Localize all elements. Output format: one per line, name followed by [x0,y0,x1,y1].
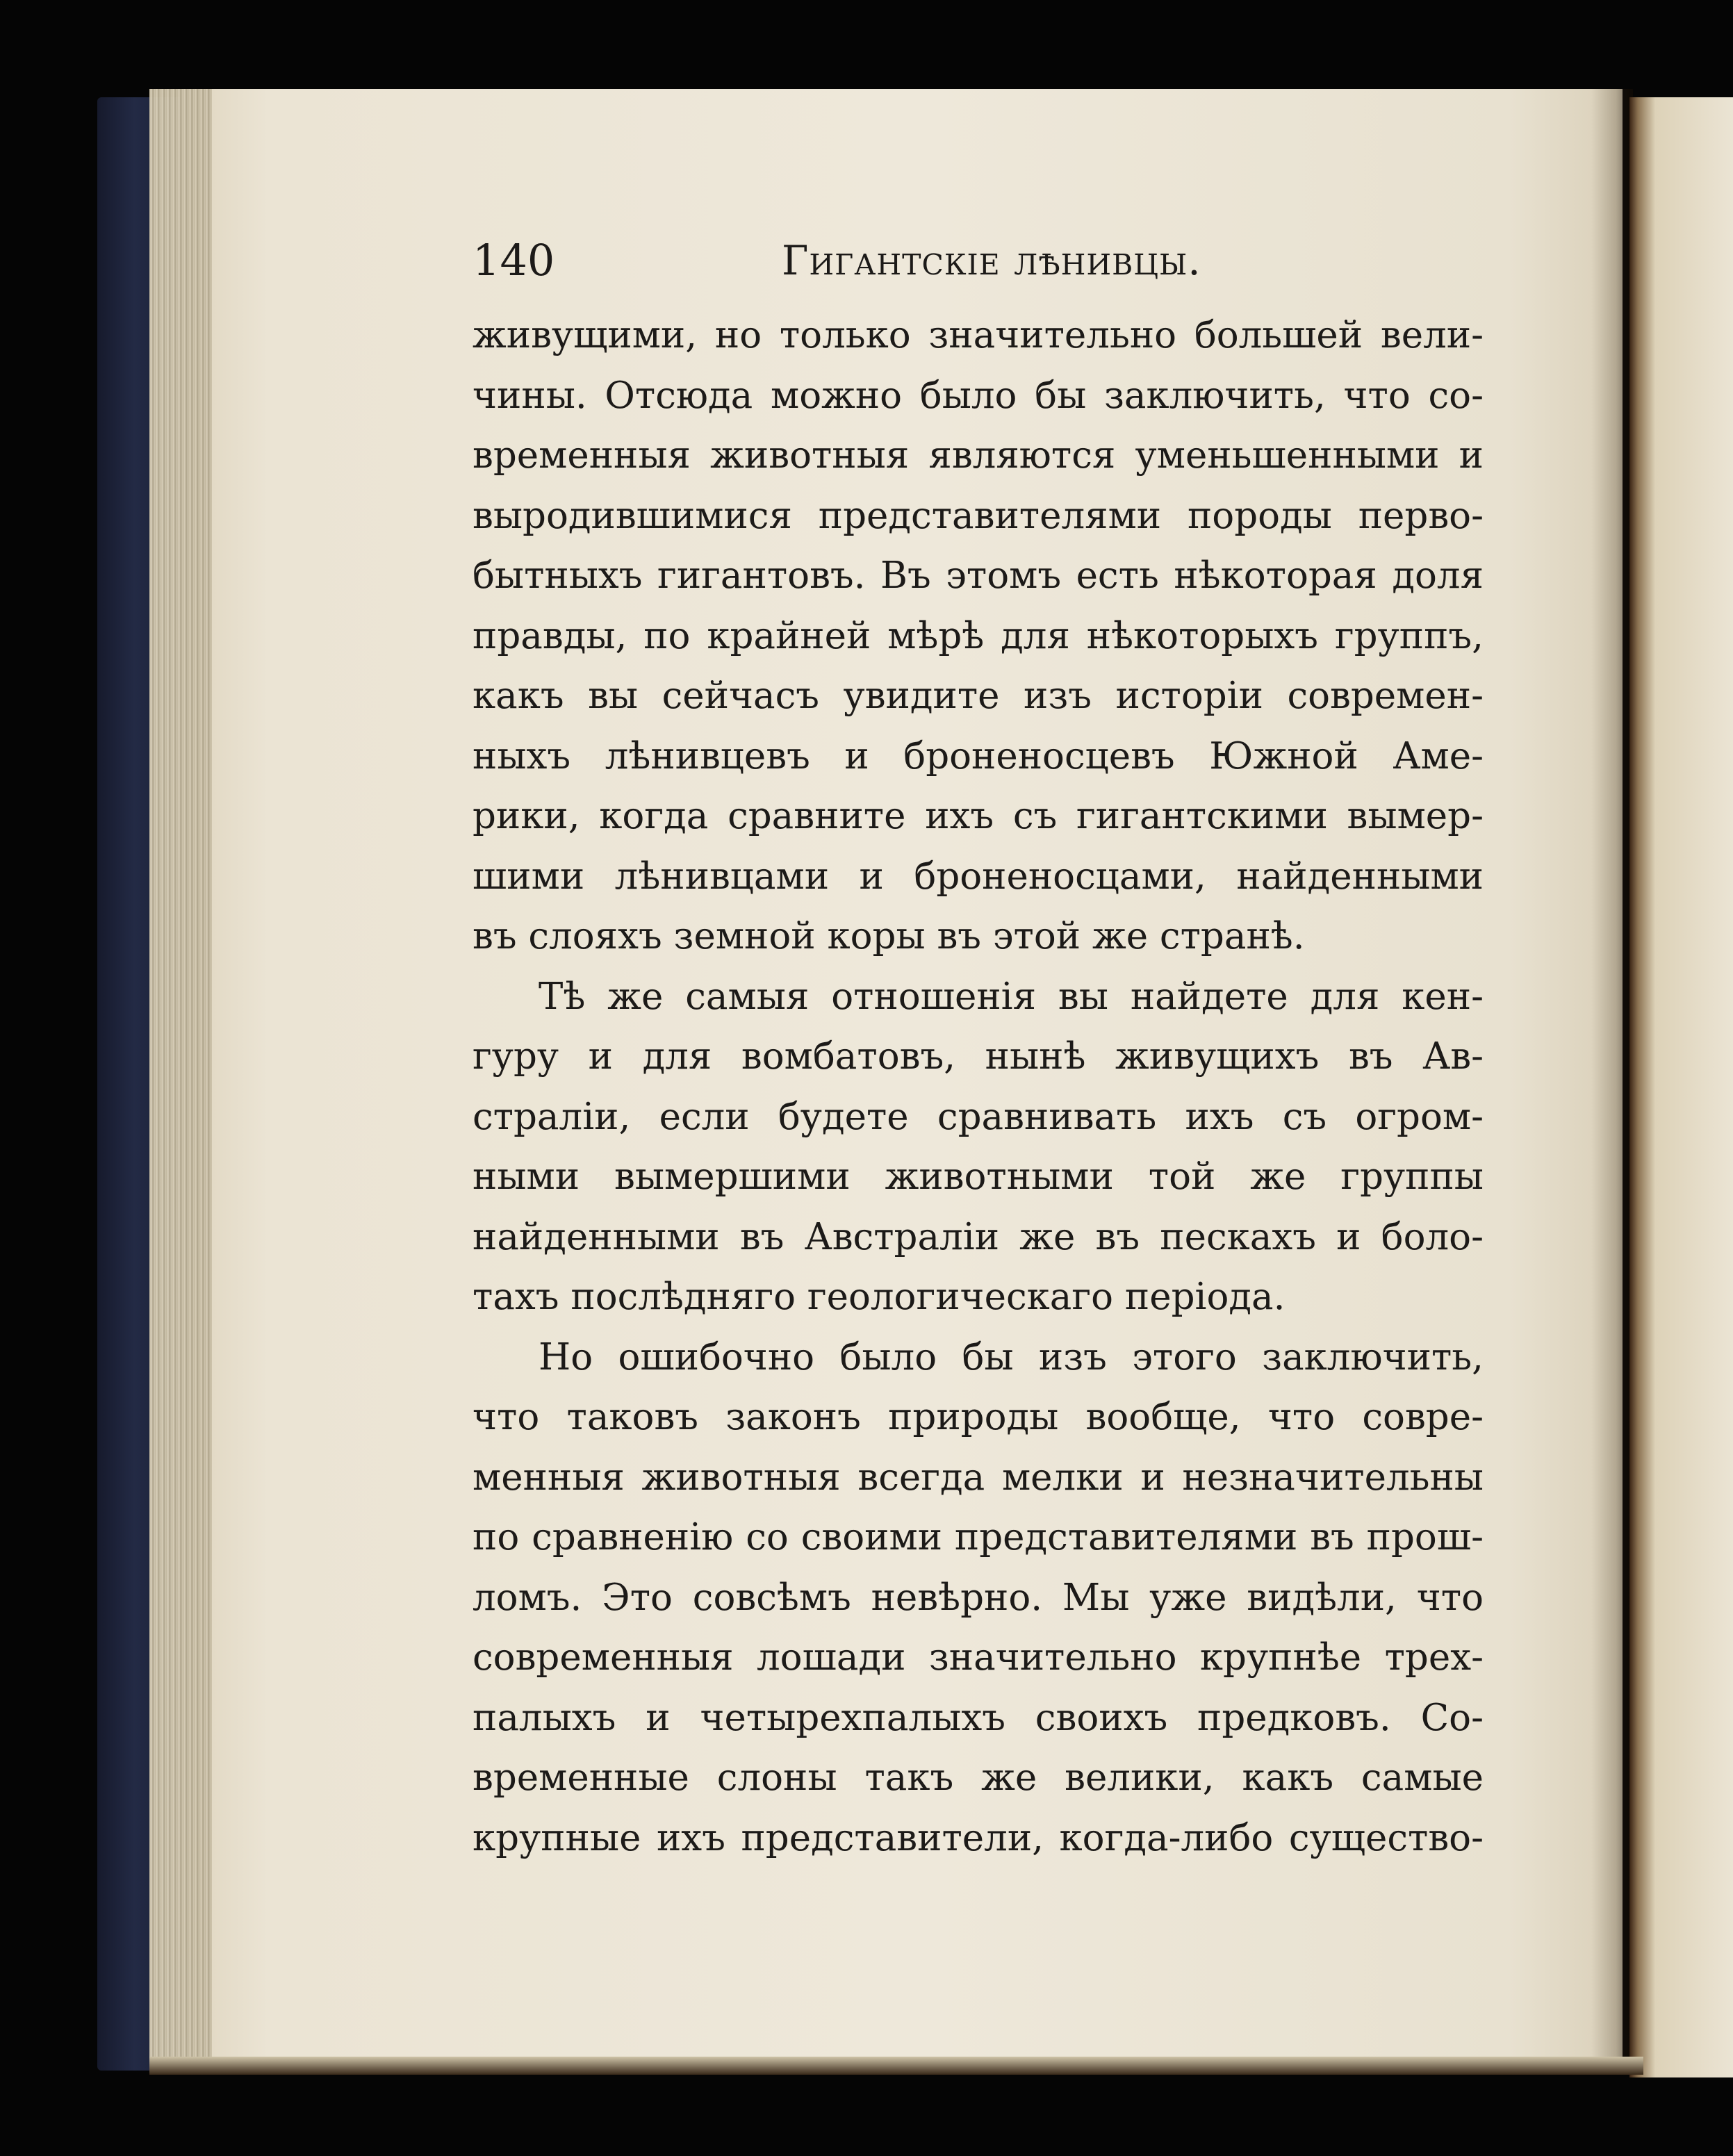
text-line: тахъ послѣдняго геологическаго періода. [473,1276,1286,1318]
text-line: найденными въ Австраліи же въ пескахъ и боло- [473,1215,1484,1258]
text-line: Но ошибочно было бы изъ этого заключить, [539,1335,1484,1379]
text-line: палыхъ и четырехпалыхъ своихъ предковъ. Со- [473,1696,1484,1739]
text-line: бытныхъ гигантовъ. Въ этомъ есть нѣкоторая доля [473,554,1484,597]
body-text [473,306,1484,1868]
text-line: Тѣ же самыя отношенія вы найдете для кен- [539,975,1484,1018]
gutter-shadow [1591,89,1633,2069]
text-line: по сравненію со своими представителями въ прош- [473,1516,1484,1558]
text-line: правды, по крайней мѣрѣ для нѣкоторыхъ группъ, [473,614,1484,657]
text-line: временныя животныя являются уменьшенными и [473,434,1484,477]
text-line: чины. Отсюда можно было бы заключить, что со- [473,374,1484,417]
text-line: рики, когда сравните ихъ съ гигантскими вымер- [473,795,1484,837]
text-line: въ слояхъ земной коры въ этой же странѣ. [473,915,1305,957]
page-bottom-edge [149,2057,1643,2075]
text-line: ными вымершими животными той же группы [473,1155,1484,1198]
text-line: гуру и для вомбатовъ, нынѣ живущихъ въ Ав- [473,1035,1484,1078]
text-line: страліи, если будете сравнивать ихъ съ огром- [473,1095,1484,1138]
text-line: ломъ. Это совсѣмъ невѣрно. Мы уже видѣли, что [473,1576,1484,1619]
text-line: живущими, но только значительно большей вели- [473,314,1484,356]
text-line: временные слоны такъ же велики, какъ самые [473,1756,1484,1799]
running-title: Гигантскіе лѣнивцы. [782,237,1201,284]
text-line: шими лѣнивцами и броненосцами, найденными [473,855,1484,898]
text-line: крупные ихъ представители, когда-либо существо- [473,1816,1484,1859]
page-number: 140 [473,235,555,286]
text-line: какъ вы сейчасъ увидите изъ исторіи современ- [473,675,1484,717]
text-line: современныя лошади значительно крупнѣе трех- [473,1636,1484,1679]
text-line: ныхъ лѣнивцевъ и броненосцевъ Южной Аме- [473,734,1484,777]
facing-page-edge [1629,97,1733,2077]
text-line: что таковъ законъ природы вообще, что совре- [473,1396,1484,1438]
text-line: менныя животныя всегда мелки и незначительны [473,1456,1484,1499]
page-header [473,229,1484,292]
text-line: выродившимися представителями породы перво- [473,494,1484,537]
